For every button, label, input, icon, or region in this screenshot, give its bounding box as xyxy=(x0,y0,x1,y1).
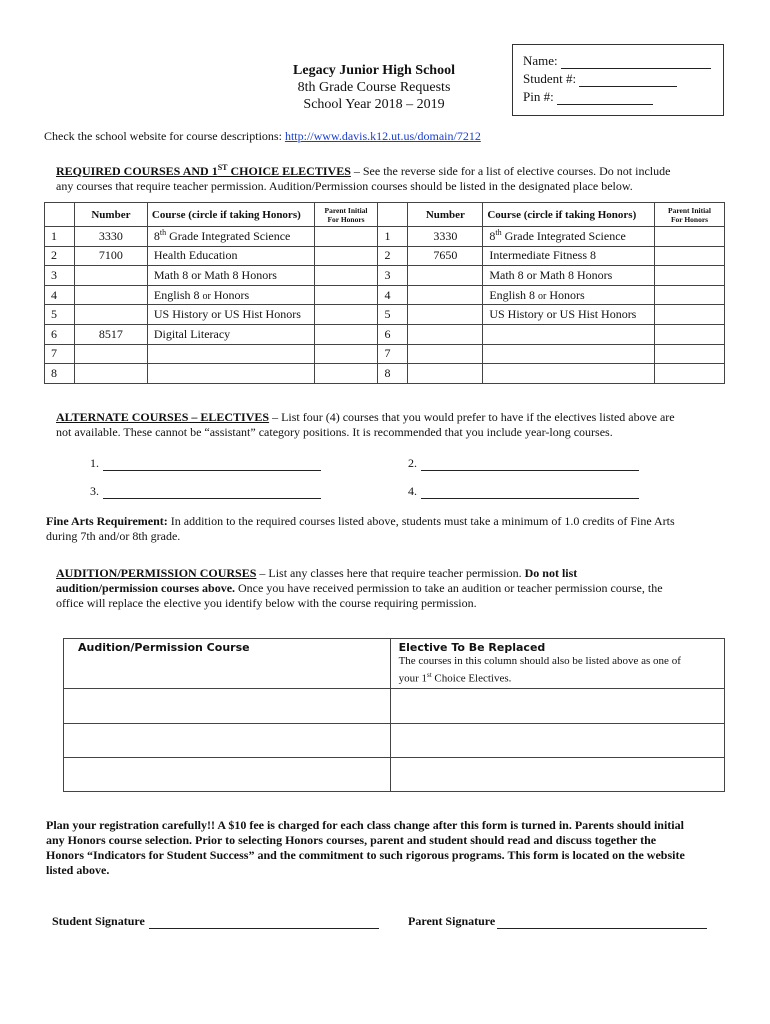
parent-initial-cell[interactable] xyxy=(655,305,725,325)
elective-replaced-cell[interactable] xyxy=(390,757,724,791)
course-header: Course (circle if taking Honors) xyxy=(483,203,655,227)
course-number-cell[interactable] xyxy=(408,324,483,344)
row-number: 7 xyxy=(45,344,75,364)
required-courses-instructions xyxy=(56,160,726,194)
alternate-line-1[interactable] xyxy=(103,457,321,471)
required-text-1: – See the reverse side for a list of elective courses. Do not include xyxy=(350,164,671,178)
parent-initial-cell[interactable] xyxy=(655,285,725,305)
parent-initial-cell[interactable] xyxy=(655,324,725,344)
parent-signature-line[interactable] xyxy=(497,916,707,929)
course-cell[interactable]: English 8 or Honors xyxy=(147,285,314,305)
course-cell[interactable] xyxy=(483,364,655,384)
course-cell[interactable]: English 8 or Honors xyxy=(483,285,655,305)
parent-initial-cell[interactable] xyxy=(314,246,378,266)
parent-initial-header: Parent Initial For Honors xyxy=(314,203,378,227)
course-cell[interactable]: US History or US Hist Honors xyxy=(147,305,314,325)
parent-initial-cell[interactable] xyxy=(314,344,378,364)
header xyxy=(240,63,508,113)
course-number-cell[interactable] xyxy=(408,364,483,384)
audition-row[interactable] xyxy=(64,688,725,723)
row-number: 2 xyxy=(45,246,75,266)
parent-initial-cell[interactable] xyxy=(314,227,378,247)
table-row xyxy=(45,305,725,325)
table-header-row xyxy=(45,203,725,227)
student-number-label: Student #: xyxy=(523,71,577,86)
course-cell[interactable]: Digital Literacy xyxy=(147,324,314,344)
course-cell[interactable] xyxy=(147,344,314,364)
student-signature-label: Student Signature xyxy=(52,914,145,928)
course-number-cell[interactable] xyxy=(74,266,147,286)
row-number: 4 xyxy=(378,285,408,305)
parent-initial-cell[interactable] xyxy=(655,344,725,364)
audition-instructions: AUDITION/PERMISSION COURSES – List any classes here that require teacher permission. Do not list audition/permission courses above. Once you have received permission to take an audition or teacher permission course, the office will replace the elective you identify below with the course requiring permission. xyxy=(56,566,663,610)
table-row xyxy=(45,344,725,364)
name-line[interactable] xyxy=(561,56,711,69)
row-number: 6 xyxy=(378,324,408,344)
alternate-item-3[interactable]: 3. xyxy=(90,484,321,499)
row-number: 3 xyxy=(378,266,408,286)
course-number-cell[interactable] xyxy=(408,344,483,364)
school-year: School Year 2018 – 2019 xyxy=(303,97,445,112)
alternate-line-4[interactable] xyxy=(421,485,639,499)
course-number-cell[interactable] xyxy=(408,285,483,305)
row-number: 6 xyxy=(45,324,75,344)
row-number: 4 xyxy=(45,285,75,305)
table-row xyxy=(45,364,725,384)
row-number: 5 xyxy=(378,305,408,325)
number-header: Number xyxy=(74,203,147,227)
audition-course-cell[interactable] xyxy=(64,688,391,723)
student-signature-row[interactable] xyxy=(52,914,379,929)
parent-initial-cell[interactable] xyxy=(655,227,725,247)
row-number: 3 xyxy=(45,266,75,286)
course-cell[interactable]: Health Education xyxy=(147,246,314,266)
alternate-title: ALTERNATE COURSES – ELECTIVES xyxy=(56,410,270,424)
audition-course-cell[interactable] xyxy=(64,723,391,757)
student-number-line[interactable] xyxy=(579,74,677,87)
fine-arts-requirement xyxy=(46,514,736,544)
parent-initial-cell[interactable] xyxy=(314,285,378,305)
course-cell[interactable]: Math 8 or Math 8 Honors xyxy=(483,266,655,286)
parent-initial-cell[interactable] xyxy=(655,246,725,266)
required-title: REQUIRED COURSES AND 1ST CHOICE ELECTIVES xyxy=(56,163,351,178)
parent-initial-header: Parent Initial For Honors xyxy=(655,203,725,227)
audition-table xyxy=(63,638,725,792)
course-number-cell[interactable]: 3330 xyxy=(408,227,483,247)
course-header: Course (circle if taking Honors) xyxy=(147,203,314,227)
row-number: 5 xyxy=(45,305,75,325)
alternate-item-2[interactable]: 2. xyxy=(408,456,639,471)
website-line xyxy=(44,129,714,144)
form-title: 8th Grade Course Requests xyxy=(297,80,451,95)
fine-arts-text-2: during 7th and/or 8th grade. xyxy=(46,529,181,543)
alternate-text-1: – List four (4) courses that you would prefer to have if the electives listed above are xyxy=(269,410,675,424)
course-cell[interactable] xyxy=(483,324,655,344)
website-link[interactable]: http://www.davis.k12.ut.us/domain/7212 xyxy=(284,129,481,143)
number-header: Number xyxy=(408,203,483,227)
course-cell[interactable]: 8th Grade Integrated Science xyxy=(483,227,655,247)
required-text-2: any courses that require teacher permission. Audition/Permission courses should be listed in the designated place below. xyxy=(56,179,633,193)
course-cell[interactable] xyxy=(147,364,314,384)
table-row xyxy=(45,246,725,266)
student-signature-line[interactable] xyxy=(149,916,379,929)
alternate-line-2[interactable] xyxy=(421,457,639,471)
alternate-text-2: not available. These cannot be “assistant” category positions. It is recommended that you include year-long courses. xyxy=(56,425,613,439)
course-cell[interactable]: Intermediate Fitness 8 xyxy=(483,246,655,266)
parent-initial-cell[interactable] xyxy=(314,324,378,344)
alternate-line-3[interactable] xyxy=(103,485,321,499)
course-cell[interactable]: US History or US Hist Honors xyxy=(483,305,655,325)
school-name: Legacy Junior High School xyxy=(293,63,455,78)
row-number: 8 xyxy=(45,364,75,384)
audition-course-header: Audition/Permission Course xyxy=(64,639,391,689)
alternate-item-4[interactable]: 4. xyxy=(408,484,639,499)
course-number-cell[interactable]: 7100 xyxy=(74,246,147,266)
required-courses-table xyxy=(44,202,725,384)
alternate-item-1[interactable]: 1. xyxy=(90,456,321,471)
parent-initial-cell[interactable] xyxy=(314,305,378,325)
alternate-courses-instructions xyxy=(56,410,726,440)
name-field-row[interactable] xyxy=(523,53,711,69)
table-row xyxy=(45,285,725,305)
table-row xyxy=(45,227,725,247)
parent-signature-row[interactable] xyxy=(408,914,707,929)
audition-row[interactable] xyxy=(64,757,725,791)
pin-line[interactable] xyxy=(557,92,653,105)
plan-registration-notice: Plan your registration carefully!! A $10 fee is charged for each class change after this form is turned in. Parents should initial any Honors course selection. Prior to selecting Honors courses, parent and student should read and discuss together the Honors “Indicators for Student Success” and the commitment to such rigorous programs. This form is located on the website listed above. xyxy=(46,818,685,877)
pin-row[interactable] xyxy=(523,89,653,105)
name-label: Name: xyxy=(523,53,558,68)
course-number-cell[interactable] xyxy=(74,344,147,364)
audition-row[interactable] xyxy=(64,723,725,757)
course-cell[interactable] xyxy=(483,344,655,364)
course-number-cell[interactable] xyxy=(408,266,483,286)
row-number: 7 xyxy=(378,344,408,364)
pin-label: Pin #: xyxy=(523,89,554,104)
audition-header-row xyxy=(64,639,725,689)
course-cell[interactable]: Math 8 or Math 8 Honors xyxy=(147,266,314,286)
parent-signature-label: Parent Signature xyxy=(408,914,496,928)
row-number: 2 xyxy=(378,246,408,266)
course-number-cell[interactable]: 8517 xyxy=(74,324,147,344)
row-number: 8 xyxy=(378,364,408,384)
website-text: Check the school website for course descriptions: xyxy=(44,129,282,143)
audition-title: AUDITION/PERMISSION COURSES xyxy=(56,566,257,580)
course-number-cell[interactable] xyxy=(408,305,483,325)
course-number-cell[interactable] xyxy=(74,285,147,305)
course-number-cell[interactable] xyxy=(74,364,147,384)
course-number-cell[interactable]: 3330 xyxy=(74,227,147,247)
student-number-row[interactable] xyxy=(523,71,677,87)
student-info-box xyxy=(512,44,724,116)
elective-replaced-cell[interactable] xyxy=(390,688,724,723)
audition-course-cell[interactable] xyxy=(64,757,391,791)
elective-replaced-header: Elective To Be Replaced The courses in this column should also be listed above as one of your 1st Choice Electives. xyxy=(390,639,724,689)
row-number: 1 xyxy=(45,227,75,247)
elective-replaced-cell[interactable] xyxy=(390,723,724,757)
course-cell[interactable]: 8th Grade Integrated Science xyxy=(147,227,314,247)
table-row xyxy=(45,324,725,344)
row-number: 1 xyxy=(378,227,408,247)
table-row xyxy=(45,266,725,286)
parent-initial-cell[interactable] xyxy=(655,364,725,384)
fine-arts-text-1: In addition to the required courses listed above, students must take a minimum of 1.0 credits of Fine Arts xyxy=(167,514,675,528)
elective-note: The courses in this column should also be listed above as one of your 1st Choice Electives. xyxy=(398,655,681,685)
parent-initial-cell[interactable] xyxy=(655,266,725,286)
parent-initial-cell[interactable] xyxy=(314,364,378,384)
course-number-cell[interactable] xyxy=(74,305,147,325)
course-number-cell[interactable]: 7650 xyxy=(408,246,483,266)
fine-arts-label: Fine Arts Requirement: xyxy=(46,514,168,528)
parent-initial-cell[interactable] xyxy=(314,266,378,286)
